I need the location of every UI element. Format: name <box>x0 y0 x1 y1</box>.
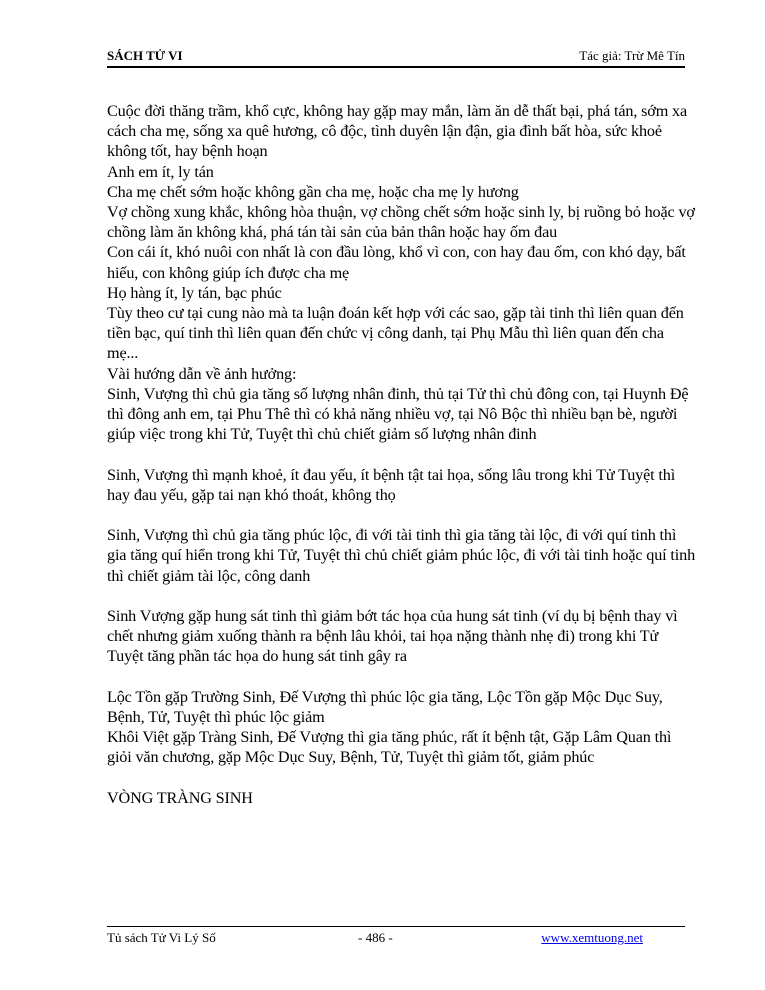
paragraph: Vài hướng dẫn về ảnh hưởng: <box>107 364 297 383</box>
paragraph: Khôi Việt gặp Tràng Sinh, Đế Vượng thì gia tăng phúc, rất ít bệnh tật, Gặp Lâm Quan thì giỏi văn chương, gặp Mộc Dục Suy, Bệnh, Tử, Tuyệt thì giảm tốt, giảm phúc <box>107 728 672 767</box>
paragraph: Lộc Tồn gặp Trường Sinh, Đế Vượng thì phúc lộc gia tăng, Lộc Tồn gặp Mộc Dục Suy, Bệnh, Tử, Tuyệt thì phúc lộc giảm <box>107 687 663 727</box>
paragraph: Sinh, Vượng thì mạnh khoẻ, ít đau yếu, ít bệnh tật tai họa, sống lâu trong khi Tử Tuyệt thì hay đau yếu, gặp tai nạn khó thoát, không thọ <box>107 465 676 504</box>
paragraph: Sinh Vượng gặp hung sát tinh thì giảm bớt tác họa của hung sát tinh (ví dụ bị bệnh thay vì chết nhưng giảm xuống thành ra bệnh lâu khỏi, tai họa nặng thành nhẹ đi) trong khi Tử Tuyệt tăng phần tác họa do hung sát tinh gây ra <box>107 607 678 666</box>
paragraph: Tùy theo cư tại cung nào mà ta luận đoán kết hợp với các sao, gặp tài tinh thì liên quan đến tiền bạc, quí tinh thì liên quan đến chức vị công danh, tại Phụ Mẫu thì liên quan đến cha mẹ... <box>107 304 684 363</box>
page-footer <box>107 926 685 949</box>
page-body <box>107 101 697 808</box>
paragraph: Họ hàng ít, ly tán, bạc phúc <box>107 283 282 302</box>
section-heading: VÒNG TRÀNG SINH <box>107 788 253 807</box>
paragraph: Sinh, Vượng thì chủ gia tăng số lượng nhân đinh, thủ tại Tử thì chủ đông con, tại Huynh Đệ thì đông anh em, tại Phu Thê thì có khả năng nhiều vợ, tại Nô Bộc thì nhiều bạn bè, người giúp việc trong khi Tử, Tuyệt thì chủ chiết giảm số lượng nhân đinh <box>107 384 689 444</box>
paragraph: Vợ chồng xung khắc, không hòa thuận, vợ chồng chết sớm hoặc sinh ly, bị ruồng bỏ hoặc vợ chồng làm ăn không khá, phá tán tài sản của bản thân hoặc hay ốm đau <box>107 203 695 242</box>
website-link[interactable]: www.xemtuong.net <box>541 930 643 945</box>
paragraph: Anh em ít, ly tán <box>107 162 214 181</box>
book-title: SÁCH TỬ VI <box>107 48 183 63</box>
series-name: Tủ sách Tử Vi Lý Số <box>107 930 216 945</box>
paragraph: Cha mẹ chết sớm hoặc không gần cha mẹ, hoặc cha mẹ ly hương <box>107 182 519 201</box>
paragraph-spacer <box>107 667 697 687</box>
paragraph-spacer <box>107 768 697 788</box>
paragraph: Con cái ít, khó nuôi con nhất là con đầu lòng, khổ vì con, con hay đau ốm, con khó dạy, bất hiếu, con không giúp ích được cha mẹ <box>107 243 686 282</box>
author-label: Tác giả: Trừ Mê Tín <box>579 48 685 63</box>
paragraph-spacer <box>107 586 697 606</box>
page-number: - 486 - <box>358 930 393 945</box>
paragraph-spacer <box>107 505 697 525</box>
paragraph-spacer <box>107 444 697 464</box>
paragraph: Sinh, Vượng thì chủ gia tăng phúc lộc, đi với tài tinh thì gia tăng tài lộc, đi với quí tinh thì gia tăng quí hiển trong khi Tử, Tuyệt thì chủ chiết giảm phúc lộc, đi với tài tinh hoặc quí tinh thì chiết giảm tài lộc, công danh <box>107 526 696 585</box>
paragraph: Cuộc đời thăng trầm, khổ cực, không hay gặp may mắn, làm ăn dễ thất bại, phá tán, sớm xa cách cha mẹ, sống xa quê hương, cô độc, tình duyên lận đận, gia đình bất hòa, sức khoẻ không tốt, hay bệnh hoạn <box>107 102 688 161</box>
page-header <box>107 46 685 68</box>
